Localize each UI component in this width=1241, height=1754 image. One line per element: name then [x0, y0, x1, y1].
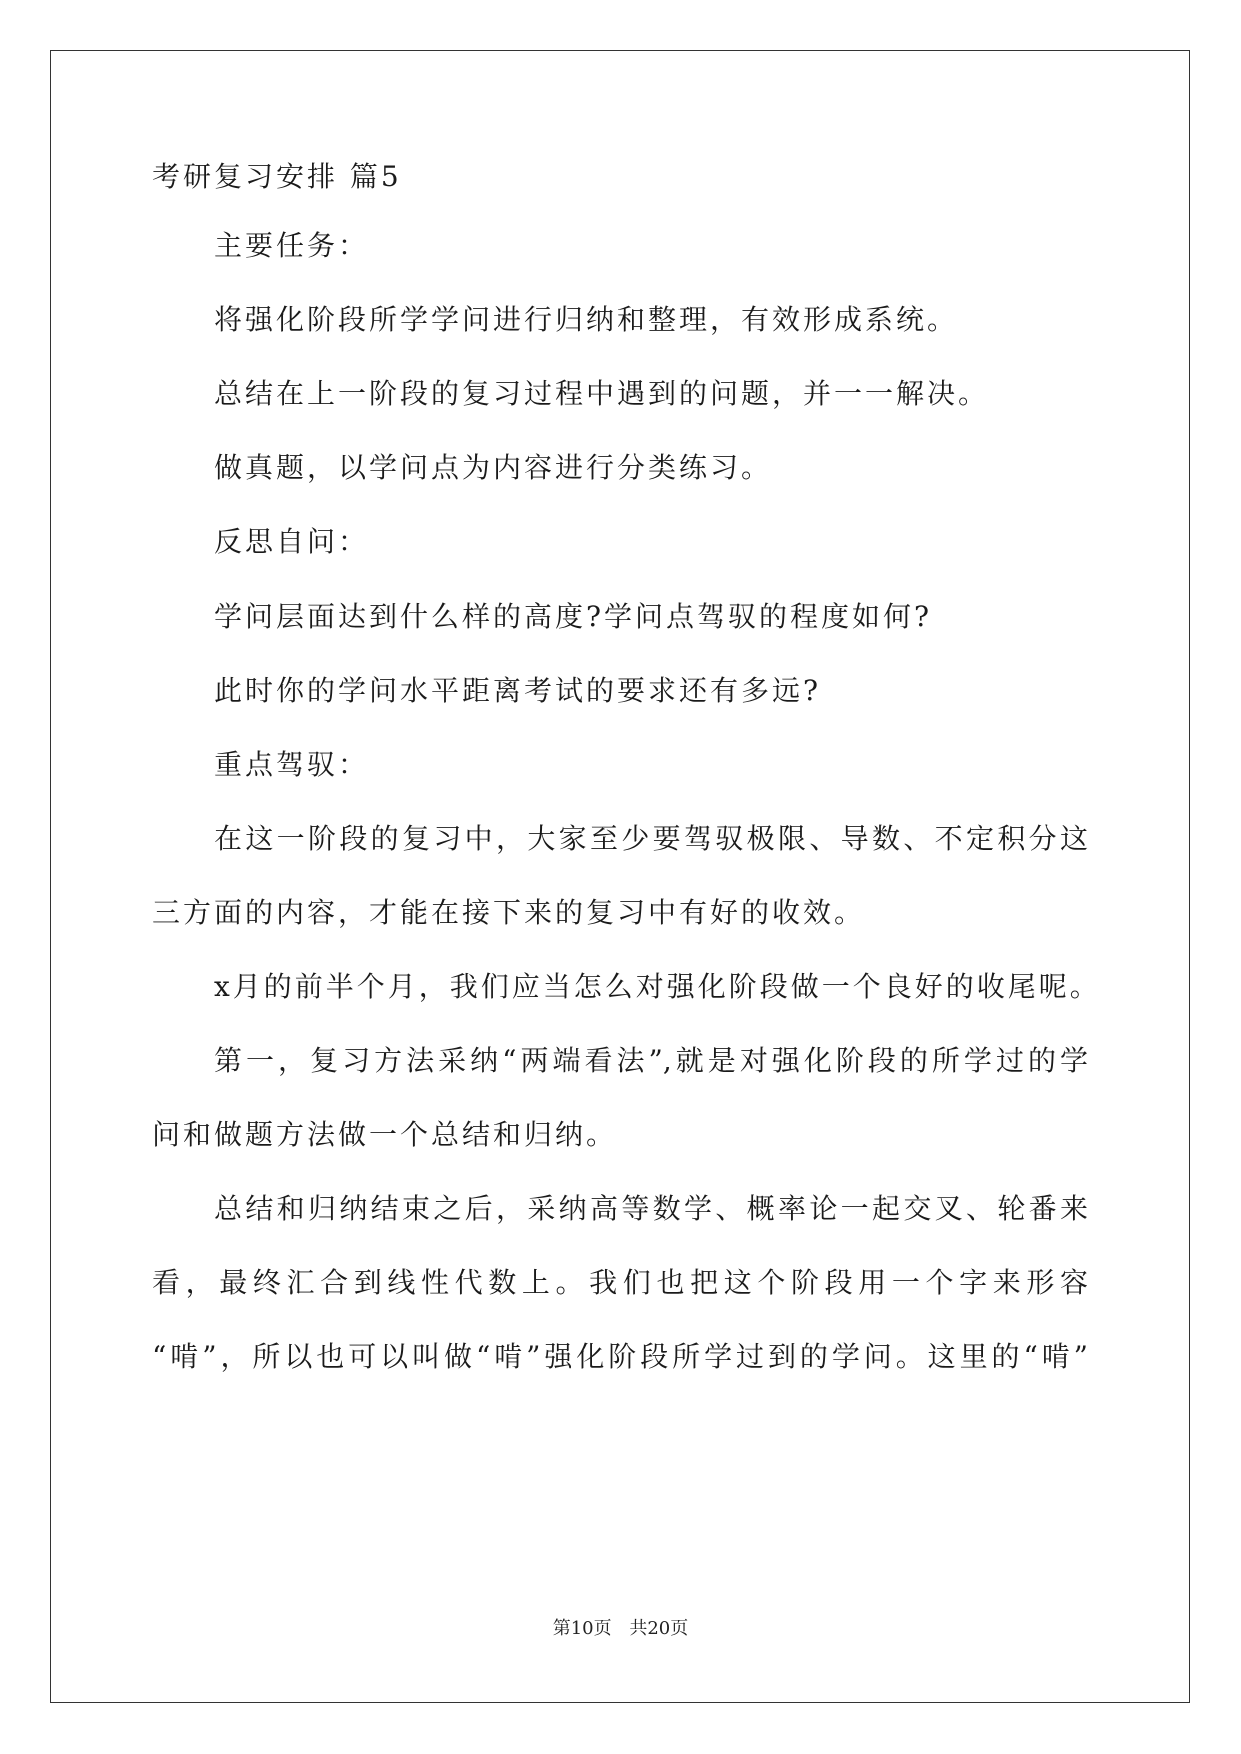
paragraph-line: 反思自问： [214, 525, 370, 558]
paragraph-line: 学问层面达到什么样的高度?学问点驾驭的程度如何? [214, 600, 933, 633]
paragraph-line: 总结和归纳结束之后，采纳高等数学、概率论一起交叉、轮番来 [214, 1192, 1088, 1225]
page-border [50, 50, 1190, 1703]
paragraph-line: 重点驾驭： [214, 748, 370, 781]
paragraph-line: 将强化阶段所学学问进行归纳和整理，有效形成系统。 [214, 303, 959, 336]
paragraph-line: 在这一阶段的复习中，大家至少要驾驭极限、导数、不定积分这 [214, 822, 1088, 855]
paragraph-line: x月的前半个月，我们应当怎么对强化阶段做一个良好的收尾呢。 [214, 970, 1101, 1003]
page-number-current: 第10页 [552, 1618, 612, 1639]
page-footer [0, 1617, 1241, 1641]
document-title: 考研复习安排 篇5 [152, 160, 402, 193]
paragraph-line: 看，最终汇合到线性代数上。我们也把这个阶段用一个字来形容 [152, 1266, 1088, 1299]
paragraph-line: 三方面的内容，才能在接下来的复习中有好的收效。 [152, 896, 866, 929]
paragraph-line: “啃”，所以也可以叫做“啃”强化阶段所学过到的学问。这里的“啃” [152, 1340, 1088, 1373]
paragraph-line: 问和做题方法做一个总结和归纳。 [152, 1118, 618, 1151]
paragraph-line: 做真题，以学问点为内容进行分类练习。 [214, 451, 773, 484]
paragraph-line: 第一，复习方法采纳“两端看法”,就是对强化阶段的所学过的学 [214, 1044, 1088, 1077]
paragraph-line: 主要任务： [214, 229, 370, 262]
page-number-total: 共20页 [629, 1618, 689, 1639]
paragraph-line: 总结在上一阶段的复习过程中遇到的问题，并一一解决。 [214, 377, 990, 410]
paragraph-line: 此时你的学问水平距离考试的要求还有多远? [214, 674, 822, 707]
